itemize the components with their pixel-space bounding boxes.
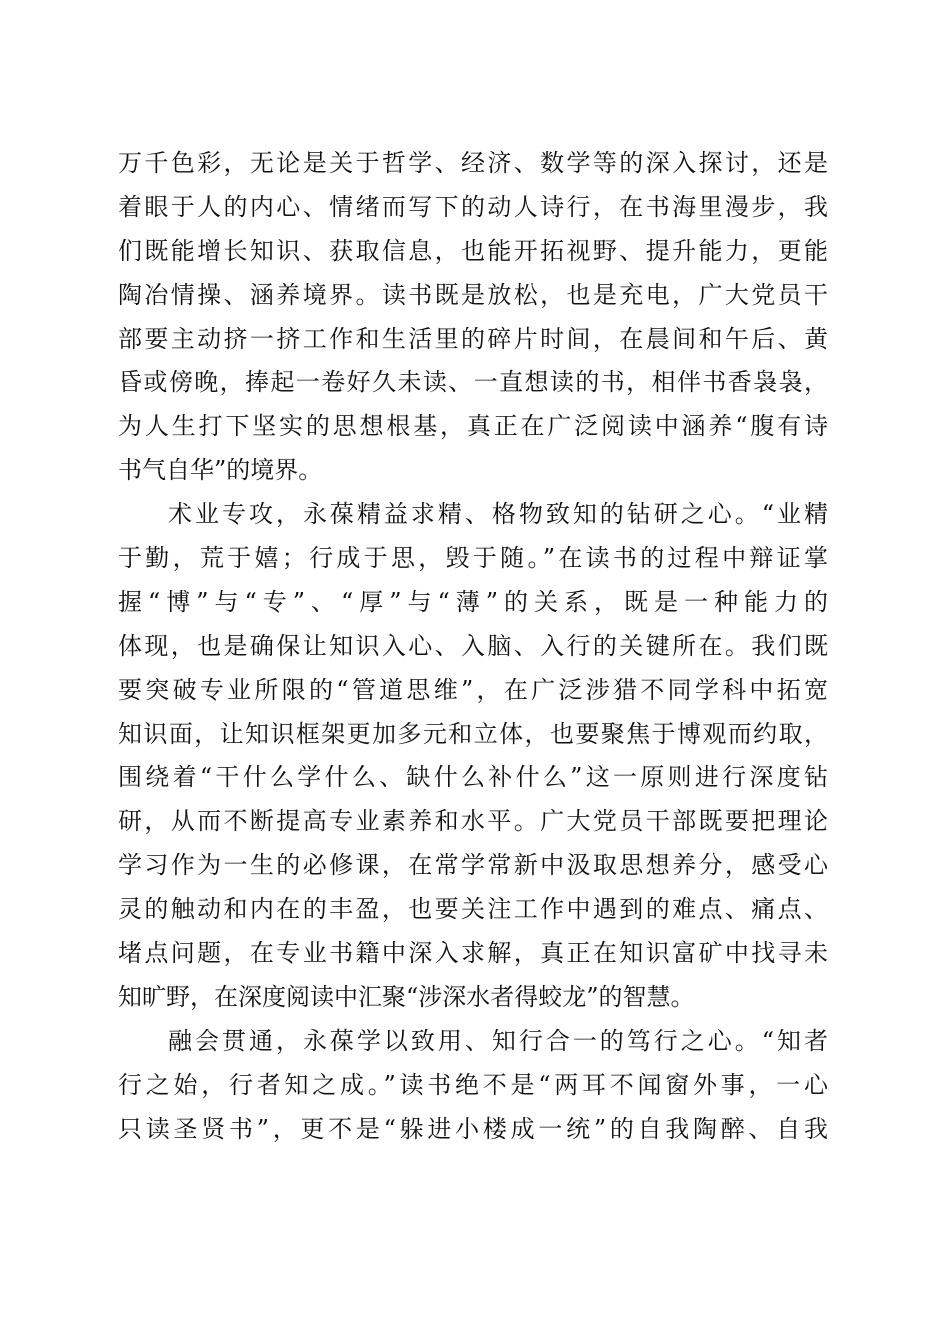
- text-line: 于勤，荒于嬉；行成于思，毁于随。”在读书的过程中辩证掌: [118, 544, 828, 573]
- text-line: 握“博”与“专”、“厚”与“薄”的关系，既是一种能力的: [118, 587, 828, 616]
- text-line: 昏或傍晚，捧起一卷好久未读、一直想读的书，相伴书香袅袅，: [118, 368, 828, 397]
- text-line: 知旷野，在深度阅读中汇聚“涉深水者得蛟龙”的智慧。: [118, 982, 695, 1011]
- text-line: 研，从而不断提高专业素养和水平。广大党员干部既要把理论: [118, 807, 828, 836]
- text-line: 为人生打下坚实的思想根基，真正在广泛阅读中涵养“腹有诗: [118, 412, 828, 441]
- text-line: 围绕着“干什么学什么、缺什么补什么”这一原则进行深度钻: [118, 763, 828, 792]
- text-line: 陶冶情操、涵养境界。读书既是放松，也是充电，广大党员干: [118, 280, 828, 309]
- text-line: 着眼于人的内心、情绪而写下的动人诗行，在书海里漫步，我: [118, 192, 828, 221]
- text-line: 术业专攻，永葆精益求精、格物致知的钻研之心。“业精: [168, 500, 828, 529]
- text-line: 万千色彩，无论是关于哲学、经济、数学等的深入探讨，还是: [118, 149, 828, 177]
- paragraph-1: [118, 142, 828, 493]
- text-line: 体现，也是确保让知识入心、入脑、入行的关键所在。我们既: [118, 631, 828, 660]
- text-line: 要突破专业所限的“管道思维”，在广泛涉猎不同学科中拓宽: [118, 675, 828, 704]
- text-line: 堵点问题，在专业书籍中深入求解，真正在知识富矿中找寻未: [118, 939, 828, 968]
- text-line: 知识面，让知识框架更加多元和立体，也要聚焦于博观而约取，: [118, 719, 828, 748]
- document-body: [118, 142, 828, 1151]
- text-line: 们既能增长知识、获取信息，也能开拓视野、提升能力，更能: [118, 236, 828, 265]
- paragraph-2: [118, 493, 828, 1020]
- text-line: 部要主动挤一挤工作和生活里的碎片时间，在晨间和午后、黄: [118, 324, 828, 353]
- text-line: 融会贯通，永葆学以致用、知行合一的笃行之心。“知者: [168, 1026, 828, 1055]
- text-line: 只读圣贤书”，更不是“躲进小楼成一统”的自我陶醉、自我: [118, 1114, 828, 1143]
- text-line: 书气自华”的境界。: [118, 456, 323, 485]
- text-line: 学习作为一生的必修课，在常学常新中汲取思想养分，感受心: [118, 851, 828, 880]
- text-line: 灵的触动和内在的丰盈，也要关注工作中遇到的难点、痛点、: [118, 895, 828, 924]
- text-line: 行之始，行者知之成。”读书绝不是“两耳不闻窗外事，一心: [118, 1070, 828, 1099]
- paragraph-3: [118, 1020, 828, 1152]
